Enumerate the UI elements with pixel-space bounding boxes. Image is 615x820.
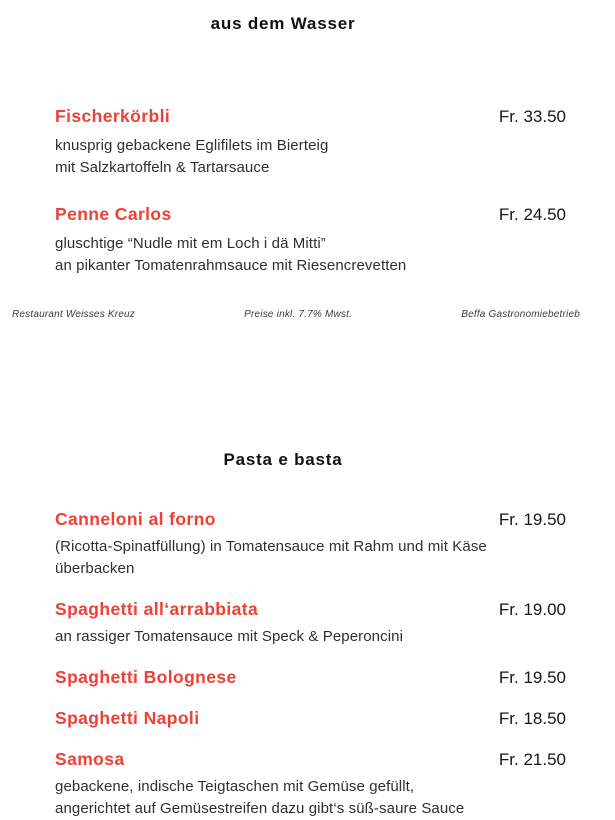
page-footer [0, 309, 615, 320]
footer-restaurant-name: Restaurant Weisses Kreuz [12, 309, 135, 320]
item-head [55, 748, 566, 771]
menu-item-fischerkoerbli [55, 105, 566, 179]
item-description-line: knusprig gebackene Eglifilets im Bierteig [55, 137, 329, 154]
item-price: Fr. 21.50 [498, 750, 566, 769]
item-description-line: gebackene, indische Teigtaschen mit Gemüse gefüllt, [55, 778, 415, 795]
menu-item-penne-carlos [55, 203, 566, 277]
section-title-pasta: Pasta e basta [223, 450, 343, 469]
item-price: Fr. 18.50 [498, 709, 566, 728]
menu-item-napoli [55, 707, 566, 730]
section-water-items [0, 105, 566, 277]
item-price: Fr. 19.00 [498, 600, 566, 619]
item-head [55, 105, 566, 128]
item-head [55, 598, 566, 621]
item-head [55, 203, 566, 226]
menu-item-samosa [55, 748, 566, 820]
item-description-line: mit Salzkartoffeln & Tartarsauce [55, 159, 270, 176]
item-description-line: (Ricotta-Spinatfüllung) in Tomatensauce mit Rahm und mit Käse überbacken [55, 538, 487, 577]
item-description [55, 776, 566, 820]
item-price: Fr. 19.50 [498, 668, 566, 687]
item-description [55, 626, 566, 648]
item-name: Fischerkörbli [55, 106, 171, 126]
item-description-line: gluschtige “Nudle mit em Loch i dä Mitti” [55, 235, 326, 252]
item-head [55, 508, 566, 531]
menu-item-canneloni [55, 508, 566, 580]
item-name: Canneloni al forno [55, 509, 216, 529]
item-price: Fr. 19.50 [498, 510, 566, 529]
menu-item-arrabbiata [55, 598, 566, 648]
item-description-line: an pikanter Tomatenrahmsauce mit Riesencrevetten [55, 257, 407, 274]
item-name: Penne Carlos [55, 204, 172, 224]
item-head [55, 666, 566, 689]
item-price: Fr. 33.50 [498, 107, 566, 126]
item-name: Spaghetti all‘arrabbiata [55, 599, 259, 619]
section-water [0, 0, 566, 277]
section-pasta [0, 436, 566, 820]
item-name: Spaghetti Napoli [55, 708, 200, 728]
item-price: Fr. 24.50 [498, 205, 566, 224]
item-description [55, 536, 566, 580]
item-head [55, 707, 566, 730]
item-name: Samosa [55, 749, 125, 769]
item-description [55, 135, 566, 179]
section-title-water: aus dem Wasser [210, 14, 356, 33]
footer-operator-name: Beffa Gastronomiebetrieb [461, 309, 580, 320]
section-pasta-items [0, 508, 566, 820]
menu-item-bolognese [55, 666, 566, 689]
item-name: Spaghetti Bolognese [55, 667, 237, 687]
item-description-line: an rassiger Tomatensauce mit Speck & Peperoncini [55, 628, 404, 645]
item-description [55, 233, 566, 277]
item-description-line: angerichtet auf Gemüsestreifen dazu gibt‘s süß-saure Sauce [55, 800, 465, 817]
footer-vat-note: Preise inkl. 7.7% Mwst. [244, 309, 353, 320]
